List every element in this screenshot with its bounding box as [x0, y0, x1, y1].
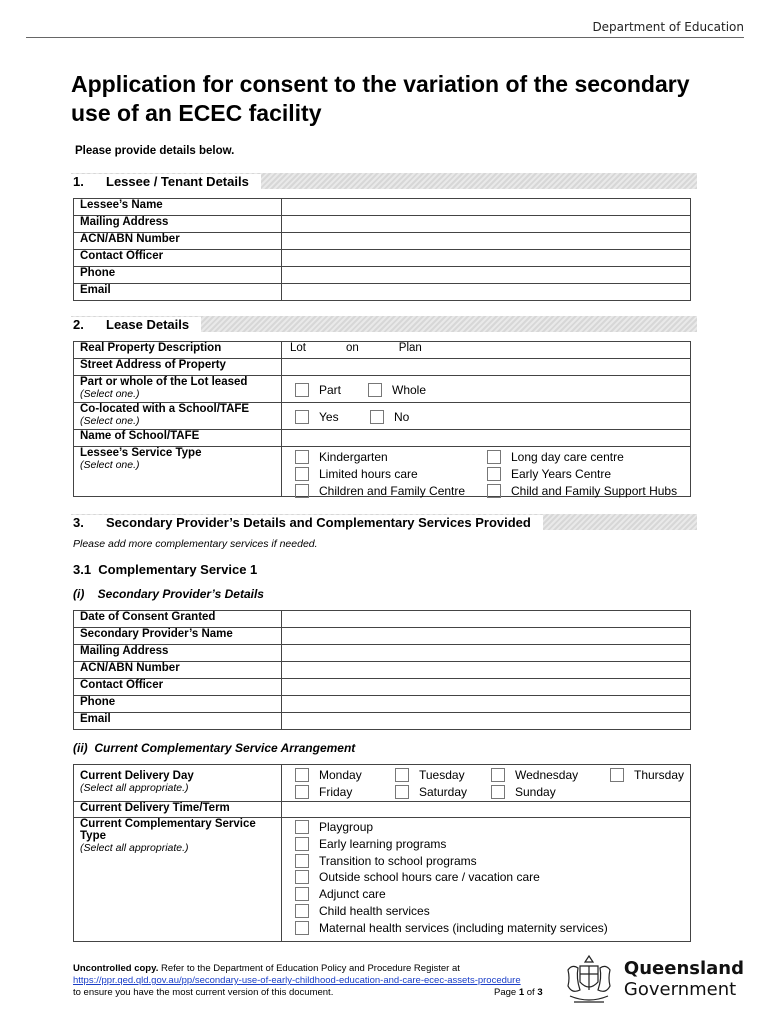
section-2-heading: 2. Lease Details	[71, 316, 697, 332]
part-whole-options	[282, 376, 691, 403]
maternal-health-checkbox[interactable]: Maternal health services (including maternity services)	[295, 921, 608, 935]
email-label: Email	[74, 284, 282, 301]
sunday-checkbox[interactable]: Sunday	[491, 785, 556, 799]
street-address-field[interactable]	[282, 359, 691, 376]
support-hubs-checkbox[interactable]: Child and Family Support Hubs	[487, 484, 677, 498]
secondary-provider-subheading: (i) Secondary Provider’s Details	[73, 587, 264, 601]
lessee-details-table	[73, 198, 691, 301]
section-1-heading: 1. Lessee / Tenant Details	[71, 173, 697, 189]
section-3-note: Please add more complementary services if needed.	[73, 538, 318, 550]
logo-line-2: Government	[623, 979, 737, 1000]
provider-mailing-label: Mailing Address	[74, 645, 282, 662]
provider-email-field[interactable]	[282, 713, 691, 730]
school-name-label: Name of School/TAFE	[74, 430, 282, 447]
qld-gov-logo	[560, 950, 744, 1008]
provider-name-label: Secondary Provider’s Name	[74, 628, 282, 645]
complementary-type-label: Current Complementary Service Type (Select all appropriate.)	[74, 818, 282, 942]
kindergarten-checkbox[interactable]: Kindergarten	[295, 450, 388, 464]
early-years-checkbox[interactable]: Early Years Centre	[487, 467, 611, 481]
provider-phone-field[interactable]	[282, 696, 691, 713]
secondary-provider-table	[73, 610, 691, 730]
early-learning-checkbox[interactable]: Early learning programs	[295, 837, 446, 851]
tuesday-checkbox[interactable]: Tuesday	[395, 768, 465, 782]
provider-email-label: Email	[74, 713, 282, 730]
lessee-name-label: Lessee’s Name	[74, 199, 282, 216]
friday-checkbox[interactable]: Friday	[295, 785, 352, 799]
mailing-address-field[interactable]	[282, 216, 691, 233]
oshc-checkbox[interactable]: Outside school hours care / vacation care	[295, 870, 540, 884]
arrangement-subheading: (ii) Current Complementary Service Arrangement	[73, 741, 356, 755]
delivery-day-label: Current Delivery Day (Select all appropriate.)	[74, 765, 282, 802]
intro-text: Please provide details below.	[75, 145, 235, 157]
real-property-label: Real Property Description	[74, 342, 282, 359]
whole-checkbox[interactable]: Whole	[368, 383, 426, 397]
real-property-field[interactable]: Lot on Plan	[282, 342, 691, 359]
provider-acn-label: ACN/ABN Number	[74, 662, 282, 679]
no-checkbox[interactable]: No	[370, 410, 409, 424]
part-whole-label: Part or whole of the Lot leased (Select one.)	[74, 376, 282, 403]
delivery-time-field[interactable]	[282, 802, 691, 818]
footer	[73, 963, 573, 999]
part-checkbox[interactable]: Part	[295, 383, 341, 397]
long-day-care-checkbox[interactable]: Long day care centre	[487, 450, 624, 464]
department-header: Department of Education	[592, 20, 744, 34]
thursday-checkbox[interactable]: Thursday	[610, 768, 684, 782]
street-address-label: Street Address of Property	[74, 359, 282, 376]
school-name-field[interactable]	[282, 430, 691, 447]
section-3-heading: 3. Secondary Provider’s Details and Complementary Services Provided	[71, 514, 697, 530]
saturday-checkbox[interactable]: Saturday	[395, 785, 467, 799]
complementary-service-1-heading: 3.1 Complementary Service 1	[73, 562, 258, 577]
limited-hours-checkbox[interactable]: Limited hours care	[295, 467, 418, 481]
provider-name-field[interactable]	[282, 628, 691, 645]
playgroup-checkbox[interactable]: Playgroup	[295, 820, 373, 834]
page-number: Page 1 of 3	[494, 987, 543, 998]
yes-checkbox[interactable]: Yes	[295, 410, 339, 424]
colocated-options	[282, 403, 691, 430]
service-type-label: Lessee’s Service Type (Select one.)	[74, 447, 282, 497]
footer-line-3: to ensure you have the most current version of this document. Page 1 of 3	[73, 987, 543, 998]
consent-date-field[interactable]	[282, 611, 691, 628]
page-title: Application for consent to the variation of the secondary use of an ECEC facility	[71, 71, 690, 126]
policy-register-link[interactable]: https://ppr.qed.qld.gov.au/pp/secondary-use-of-early-childhood-education-and-care-ecec-assets-procedure	[73, 975, 521, 986]
header-rule	[26, 37, 744, 38]
colocated-label: Co-located with a School/TAFE (Select one.)	[74, 403, 282, 430]
acn-abn-label: ACN/ABN Number	[74, 233, 282, 250]
consent-date-label: Date of Consent Granted	[74, 611, 282, 628]
provider-contact-label: Contact Officer	[74, 679, 282, 696]
lessee-name-field[interactable]	[282, 199, 691, 216]
wednesday-checkbox[interactable]: Wednesday	[491, 768, 578, 782]
provider-acn-field[interactable]	[282, 662, 691, 679]
acn-abn-field[interactable]	[282, 233, 691, 250]
provider-phone-label: Phone	[74, 696, 282, 713]
phone-label: Phone	[74, 267, 282, 284]
phone-field[interactable]	[282, 267, 691, 284]
logo-line-1: Queensland	[623, 958, 744, 979]
coat-of-arms-icon	[560, 950, 618, 1008]
transition-school-checkbox[interactable]: Transition to school programs	[295, 854, 477, 868]
email-field[interactable]	[282, 284, 691, 301]
footer-line-1: Uncontrolled copy. Refer to the Department of Education Policy and Procedure Register at	[73, 963, 460, 974]
adjunct-care-checkbox[interactable]: Adjunct care	[295, 887, 386, 901]
delivery-time-label: Current Delivery Time/Term	[74, 802, 282, 818]
provider-mailing-field[interactable]	[282, 645, 691, 662]
contact-officer-label: Contact Officer	[74, 250, 282, 267]
contact-officer-field[interactable]	[282, 250, 691, 267]
provider-contact-field[interactable]	[282, 679, 691, 696]
monday-checkbox[interactable]: Monday	[295, 768, 362, 782]
mailing-address-label: Mailing Address	[74, 216, 282, 233]
child-health-checkbox[interactable]: Child health services	[295, 904, 430, 918]
children-family-centre-checkbox[interactable]: Children and Family Centre	[295, 484, 465, 498]
